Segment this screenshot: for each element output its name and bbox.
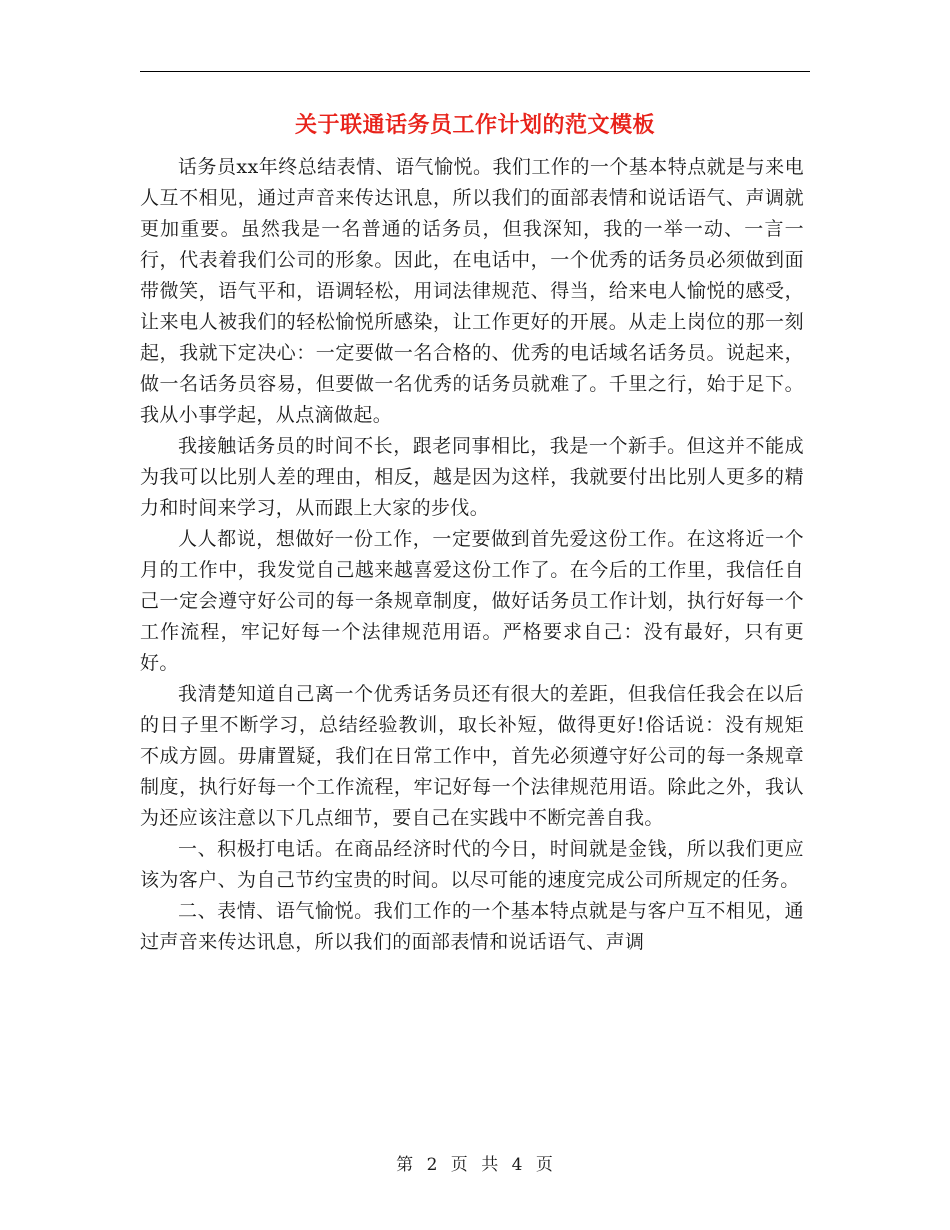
footer-prefix: 第	[396, 1155, 415, 1175]
header-rule	[140, 71, 810, 72]
document-body	[140, 152, 804, 958]
footer-page-word: 页	[450, 1155, 469, 1175]
paragraph: 话务员xx年终总结表情、语气愉悦。我们工作的一个基本特点就是与来电人互不相见，通过声音来传达讯息，所以我们的面部表情和说话语气、声调就更加重要。虽然我是一名普通的话务员，但我深知，我的一举一动、一言一行，代表着我们公司的形象。因此，在电话中，一个优秀的话务员必须做到面带微笑，语气平和，语调轻松，用词法律规范、得当，给来电人愉悦的感受，让来电人被我们的轻松愉悦所感染，让工作更好的开展。从走上岗位的那一刻起，我就下定决心：一定要做一名合格的、优秀的电话域名话务员。说起来，做一名话务员容易，但要做一名优秀的话务员就难了。千里之行，始于足下。我从小事学起，从点滴做起。	[140, 156, 804, 426]
page-number-footer	[140, 1153, 810, 1177]
paragraph: 二、表情、语气愉悦。我们工作的一个基本特点就是与客户互不相见，通过声音来传达讯息，所以我们的面部表情和说话语气、声调	[140, 900, 804, 953]
paragraph: 一、积极打电话。在商品经济时代的今日，时间就是金钱，所以我们更应该为客户、为自己节约宝贵的时间。以尽可能的速度完成公司所规定的任务。	[140, 838, 804, 891]
footer-suffix: 页	[535, 1155, 554, 1175]
paragraph: 人人都说，想做好一份工作，一定要做到首先爱这份工作。在这将近一个月的工作中，我发觉自己越来越喜爱这份工作了。在今后的工作里，我信任自己一定会遵守好公司的每一条规章制度，做好话务员工作计划，执行好每一个工作流程，牢记好每一个法律规范用语。严格要求自己：没有最好，只有更好。	[140, 528, 804, 674]
footer-total-prefix: 共	[481, 1155, 500, 1175]
paragraph: 我接触话务员的时间不长，跟老同事相比，我是一个新手。但这并不能成为我可以比别人差的理由，相反，越是因为这样，我就要付出比别人更多的精力和时间来学习，从而跟上大家的步伐。	[140, 435, 804, 519]
footer-total-pages: 4	[511, 1155, 524, 1175]
footer-current-page: 2	[426, 1155, 439, 1175]
paragraph: 我清楚知道自己离一个优秀话务员还有很大的差距，但我信任我会在以后的日子里不断学习，总结经验教训，取长补短，做得更好!俗话说：没有规矩不成方圆。毋庸置疑，我们在日常工作中，首先必须遵守好公司的每一条规章制度，执行好每一个工作流程，牢记好每一个法律规范用语。除此之外，我认为还应该注意以下几点细节，要自己在实践中不断完善自我。	[140, 683, 804, 829]
document-title: 关于联通话务员工作计划的范文模板	[294, 113, 655, 138]
